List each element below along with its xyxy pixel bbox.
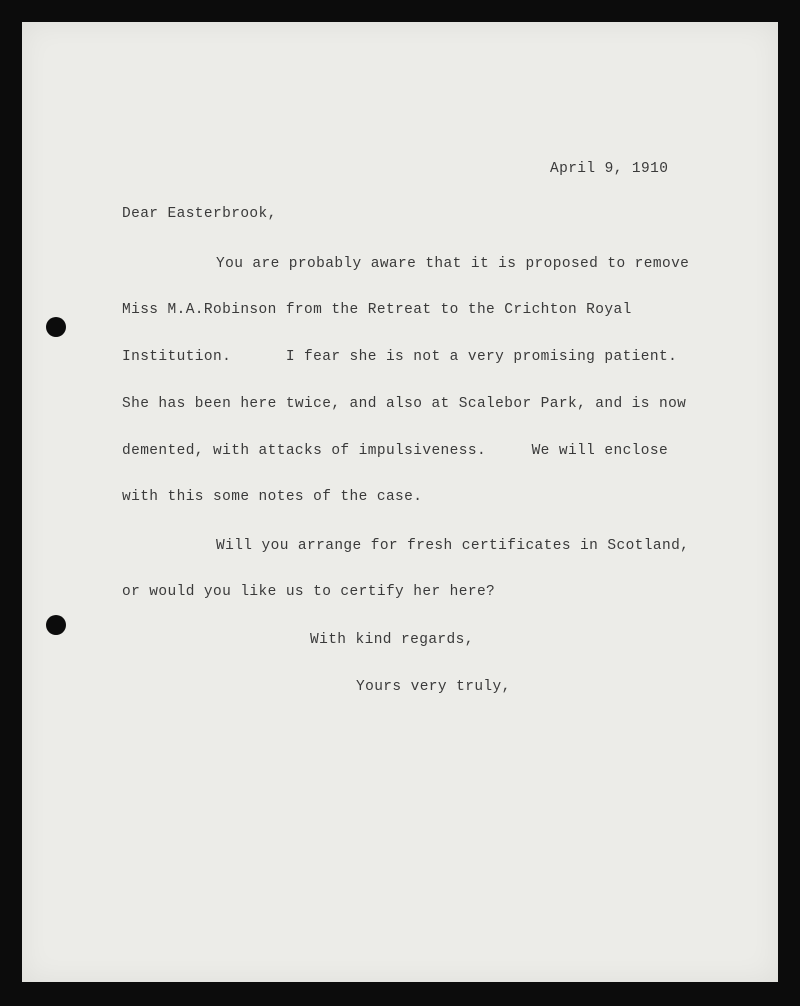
letter-date: April 9, 1910 <box>550 161 669 177</box>
closing-regards: With kind regards, <box>310 632 474 648</box>
punch-hole-top <box>46 317 66 337</box>
body-line: She has been here twice, and also at Scalebor Park, and is now <box>122 396 687 412</box>
body-line: Institution. I fear she is not a very promising patient. <box>122 349 678 365</box>
body-line: or would you like us to certify her here? <box>122 584 496 600</box>
body-line: You are probably aware that it is proposed to remove <box>216 256 690 272</box>
body-line: Miss M.A.Robinson from the Retreat to the Crichton Royal <box>122 302 632 318</box>
body-line: Will you arrange for fresh certificates in Scotland, <box>216 538 690 554</box>
letter-salutation: Dear Easterbrook, <box>122 206 277 222</box>
body-line: with this some notes of the case. <box>122 489 423 505</box>
body-line: demented, with attacks of impulsiveness. We will enclose <box>122 443 669 459</box>
letter-page <box>22 22 778 982</box>
punch-hole-bottom <box>46 615 66 635</box>
closing-signoff: Yours very truly, <box>356 679 511 695</box>
